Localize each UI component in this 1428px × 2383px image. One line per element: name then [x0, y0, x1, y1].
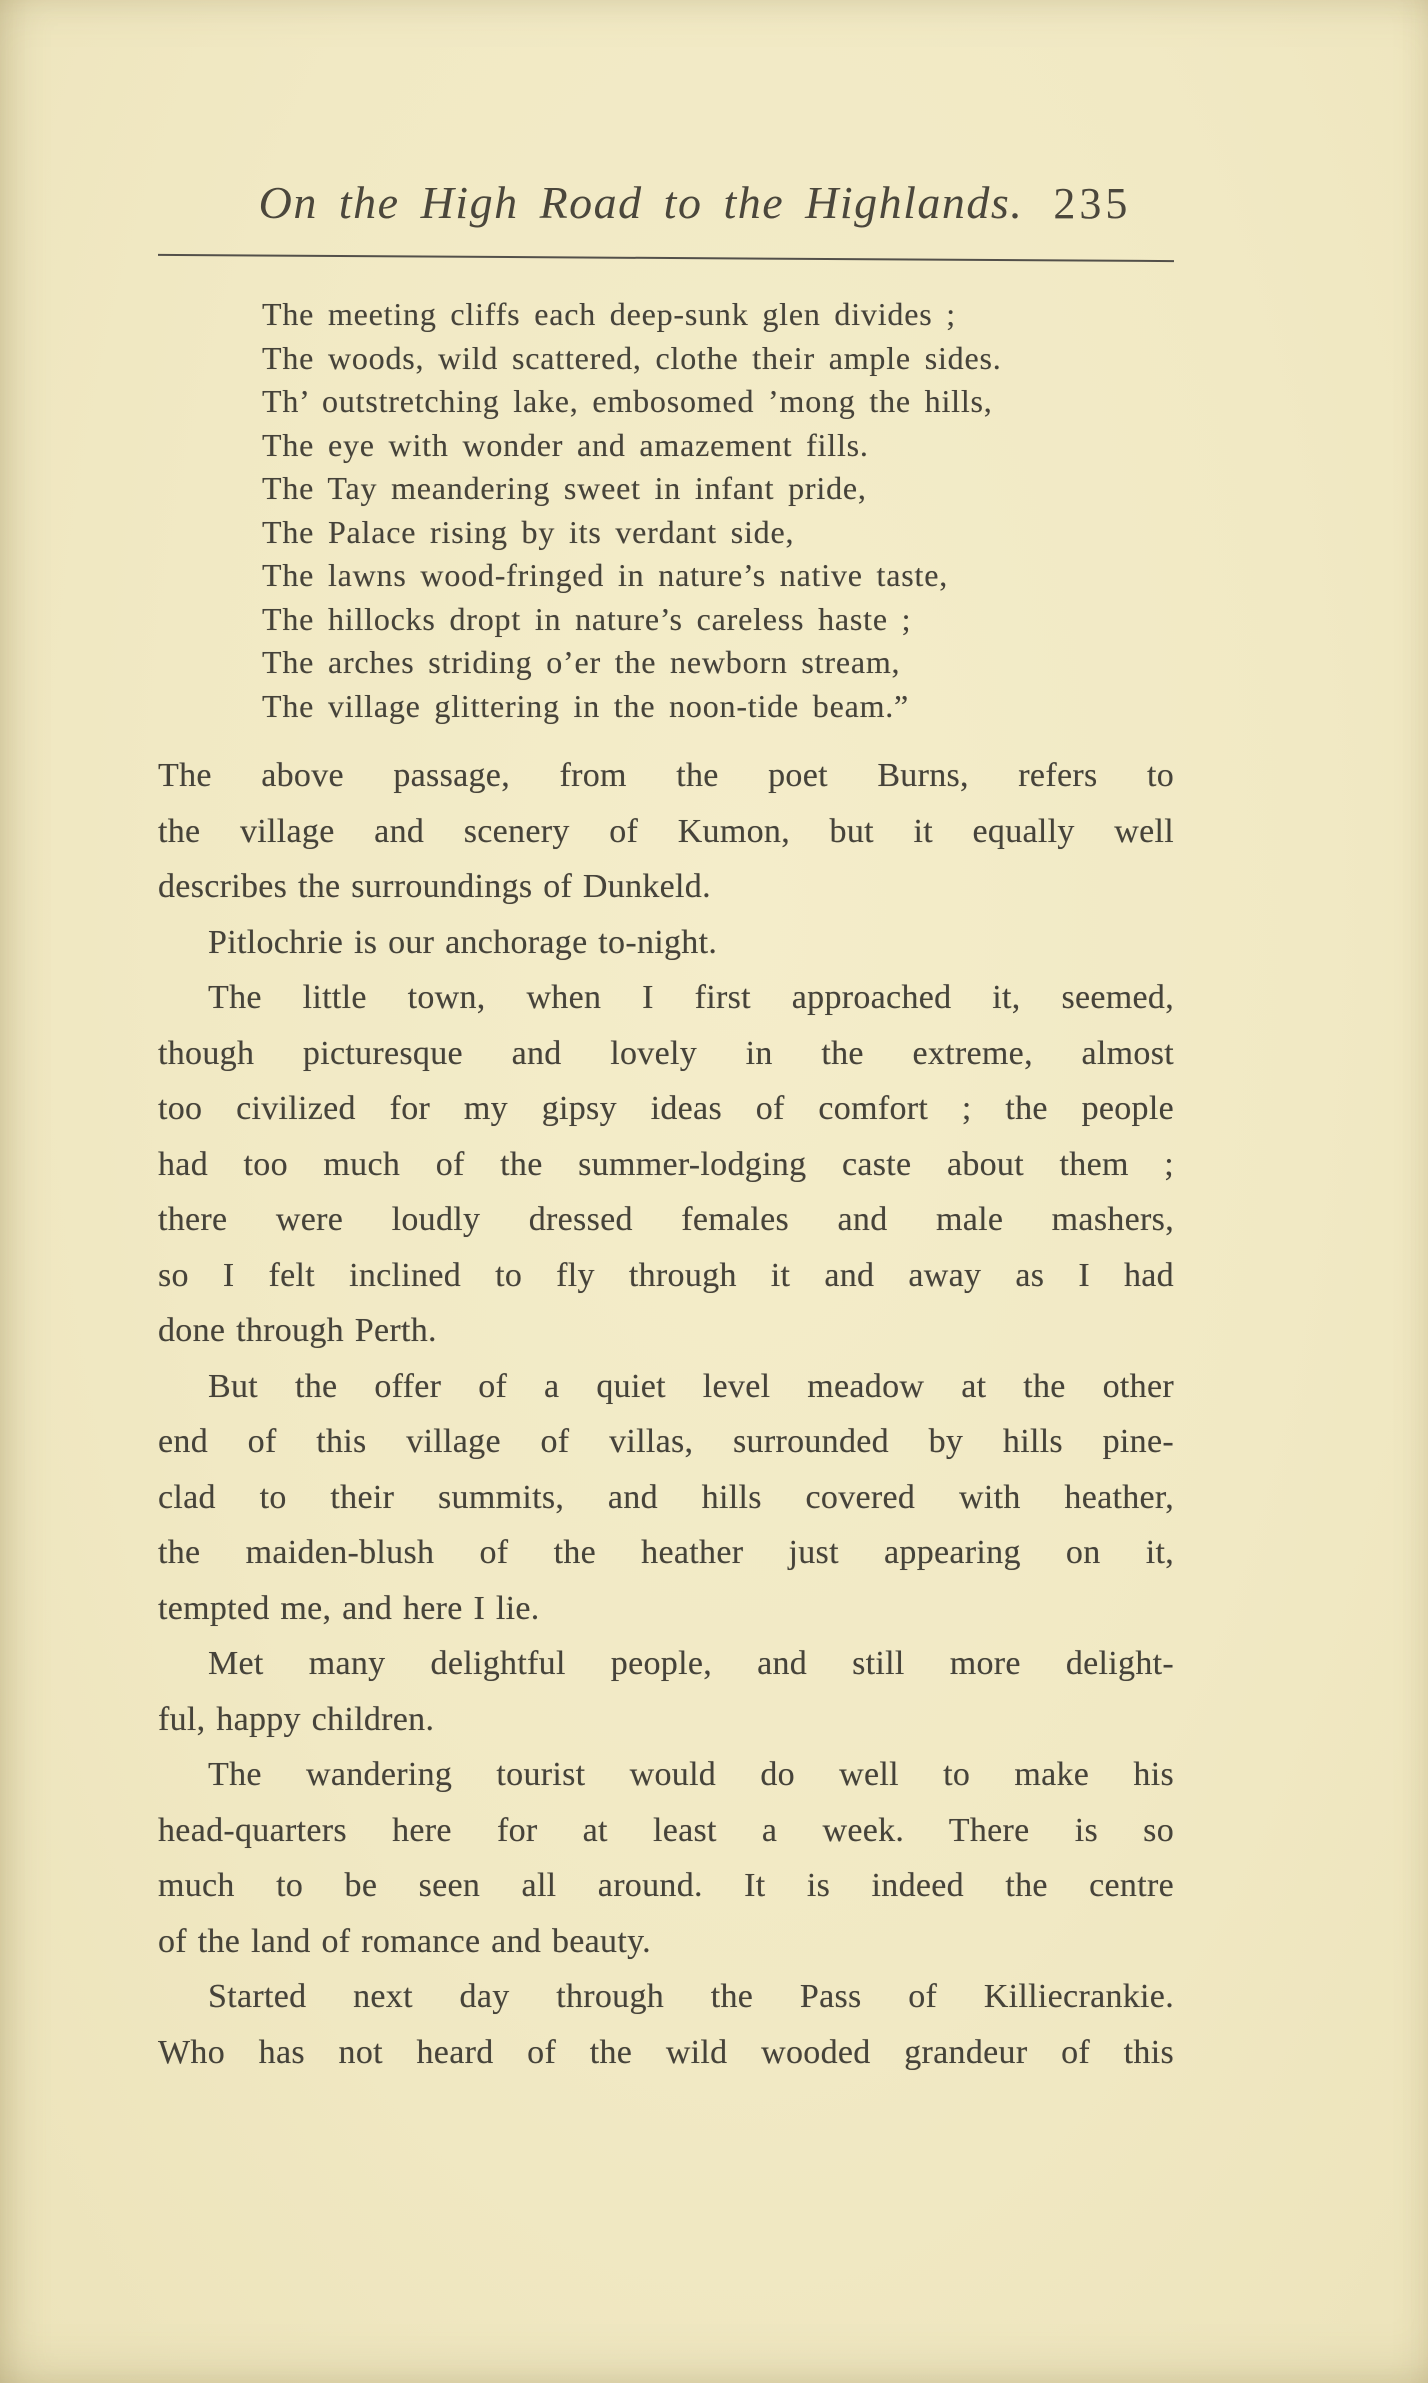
paragraph: [158, 1969, 1174, 2080]
text-line: clad to their summits, and hills covered with heather,: [158, 1478, 1174, 1516]
text-line: Met many delightful people, and still more delight-: [208, 1645, 1174, 1682]
text-line: describes the surroundings of Dunkeld.: [158, 868, 711, 905]
text-line: Who has not heard of the wild wooded grandeur of this: [158, 2033, 1174, 2071]
text-line: done through Perth.: [158, 1312, 437, 1349]
poem-line: The arches striding o’er the newborn stream,: [262, 644, 901, 680]
text-line: there were loudly dressed females and male mashers,: [158, 1201, 1174, 1238]
text-line: The little town, when I first approached it, seemed,: [208, 979, 1174, 1016]
page-number: 235: [1053, 179, 1132, 228]
text-line: had too much of the summer-lodging caste about them ;: [158, 1145, 1174, 1183]
poem-line: Th’ outstretching lake, embosomed ’mong the hills,: [262, 383, 993, 419]
running-header: [158, 176, 1174, 229]
text-line: The above passage, from the poet Burns, refers to: [158, 757, 1174, 794]
poem-line: The village glittering in the noon-tide beam.”: [262, 687, 910, 724]
header-rule: [158, 254, 1174, 262]
poem-line: The lawns wood-fringed in nature’s native taste,: [262, 557, 948, 593]
text-line: ful, happy children.: [158, 1700, 435, 1738]
paragraph: [158, 1747, 1174, 1969]
text-line: the maiden-blush of the heather just appearing on it,: [158, 1534, 1174, 1571]
poem-quote: [262, 293, 1174, 728]
text-line: end of this village of villas, surrounded by hills pine-: [158, 1423, 1174, 1460]
poem-line: The Tay meandering sweet in infant pride,: [262, 470, 867, 506]
text-line: so I felt inclined to fly through it and away as I had: [158, 1256, 1174, 1294]
text-column: [158, 0, 1174, 2080]
poem-line: The Palace rising by its verdant side,: [262, 513, 795, 550]
paragraph: [158, 970, 1174, 1359]
text-line: But the offer of a quiet level meadow at the other: [208, 1367, 1174, 1405]
text-line: Started next day through the Pass of Killiecrankie.: [208, 1978, 1174, 2015]
text-line: The wandering tourist would do well to make his: [208, 1756, 1174, 1793]
paragraph: [158, 1359, 1174, 1637]
body-text: [158, 748, 1174, 2080]
text-line: the village and scenery of Kumon, but it equally well: [158, 812, 1174, 850]
text-line: of the land of romance and beauty.: [158, 1922, 651, 1960]
text-line: too civilized for my gipsy ideas of comfort ; the people: [158, 1090, 1174, 1127]
text-line: Pitlochrie is our anchorage to-night.: [208, 923, 718, 961]
text-line: much to be seen all around. It is indeed the centre: [158, 1867, 1174, 1904]
running-header-title: On the High Road to the Highlands.: [258, 177, 1024, 228]
text-line: tempted me, and here I lie.: [158, 1589, 540, 1627]
poem-line: The hillocks dropt in nature’s careless haste ;: [262, 600, 912, 637]
text-line: though picturesque and lovely in the extreme, almost: [158, 1034, 1174, 1072]
poem-line: The meeting cliffs each deep-sunk glen divides ;: [262, 296, 956, 332]
paragraph: [158, 1636, 1174, 1747]
paragraph: [158, 915, 1174, 971]
poem-line: The woods, wild scattered, clothe their ample sides.: [262, 339, 1002, 376]
poem-line: The eye with wonder and amazement fills.: [262, 426, 869, 463]
text-line: head-quarters here for at least a week. There is so: [158, 1811, 1174, 1849]
paragraph: [158, 748, 1174, 915]
